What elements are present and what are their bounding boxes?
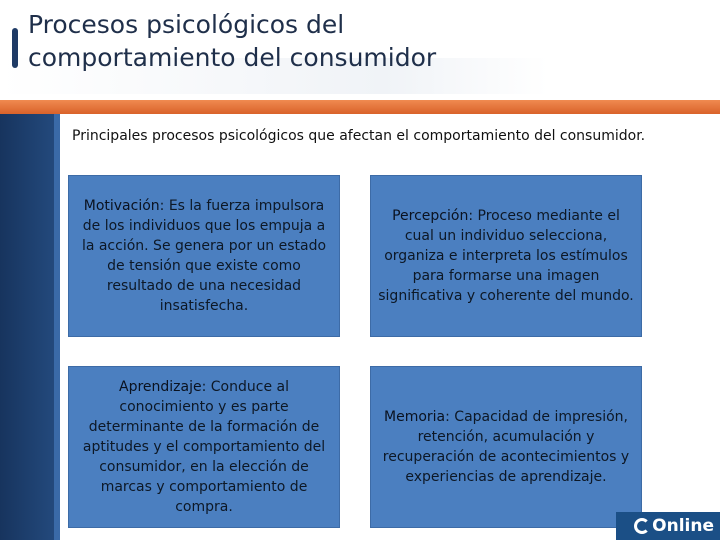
concept-box-text	[377, 206, 635, 306]
brand-logo	[616, 512, 720, 540]
concept-term: Percepción	[392, 208, 469, 224]
concept-box-memoria	[370, 366, 642, 528]
swirl-icon	[634, 518, 650, 534]
concept-definition: : Conduce al conocimiento y es parte determinante de la formación de aptitudes y el comportamiento del consumidor, en la elección de marcas y comportamiento de compra.	[82, 379, 326, 515]
slide-title-line-1: Procesos psicológicos del	[28, 10, 345, 39]
title-accent-bar	[12, 28, 18, 68]
concept-term: Aprendizaje	[119, 379, 202, 395]
concept-box-text	[75, 377, 333, 517]
concept-definition: : Es la fuerza impulsora de los individuos que los empuja a la acción. Se genera por un estado de tensión que existe como resultado de una necesidad insatisfecha.	[81, 198, 327, 314]
concept-term: Motivación	[83, 198, 160, 214]
slide-title-line-2: comportamiento del consumidor	[28, 43, 437, 72]
concept-definition: : Capacidad de impresión, retención, acumulación y recuperación de acontecimientos y experiencias de aprendizaje.	[382, 409, 630, 485]
slide-subtitle: Principales procesos psicológicos que afectan el comportamiento del consumidor.	[72, 128, 646, 144]
accent-band	[0, 100, 720, 114]
side-panel	[0, 114, 54, 540]
slide-title	[28, 8, 628, 74]
concept-box-text	[377, 407, 635, 487]
concept-definition: : Proceso mediante el cual un individuo selecciona, organiza e interpreta los estímulos para formarse una imagen significativa y coherente del mundo.	[378, 208, 634, 304]
concept-box-motivacion	[68, 175, 340, 337]
concept-box-percepcion	[370, 175, 642, 337]
concept-box-aprendizaje	[68, 366, 340, 528]
brand-logo-text: Online	[652, 516, 714, 536]
concept-term: Memoria	[384, 409, 446, 425]
concept-box-text	[75, 196, 333, 316]
